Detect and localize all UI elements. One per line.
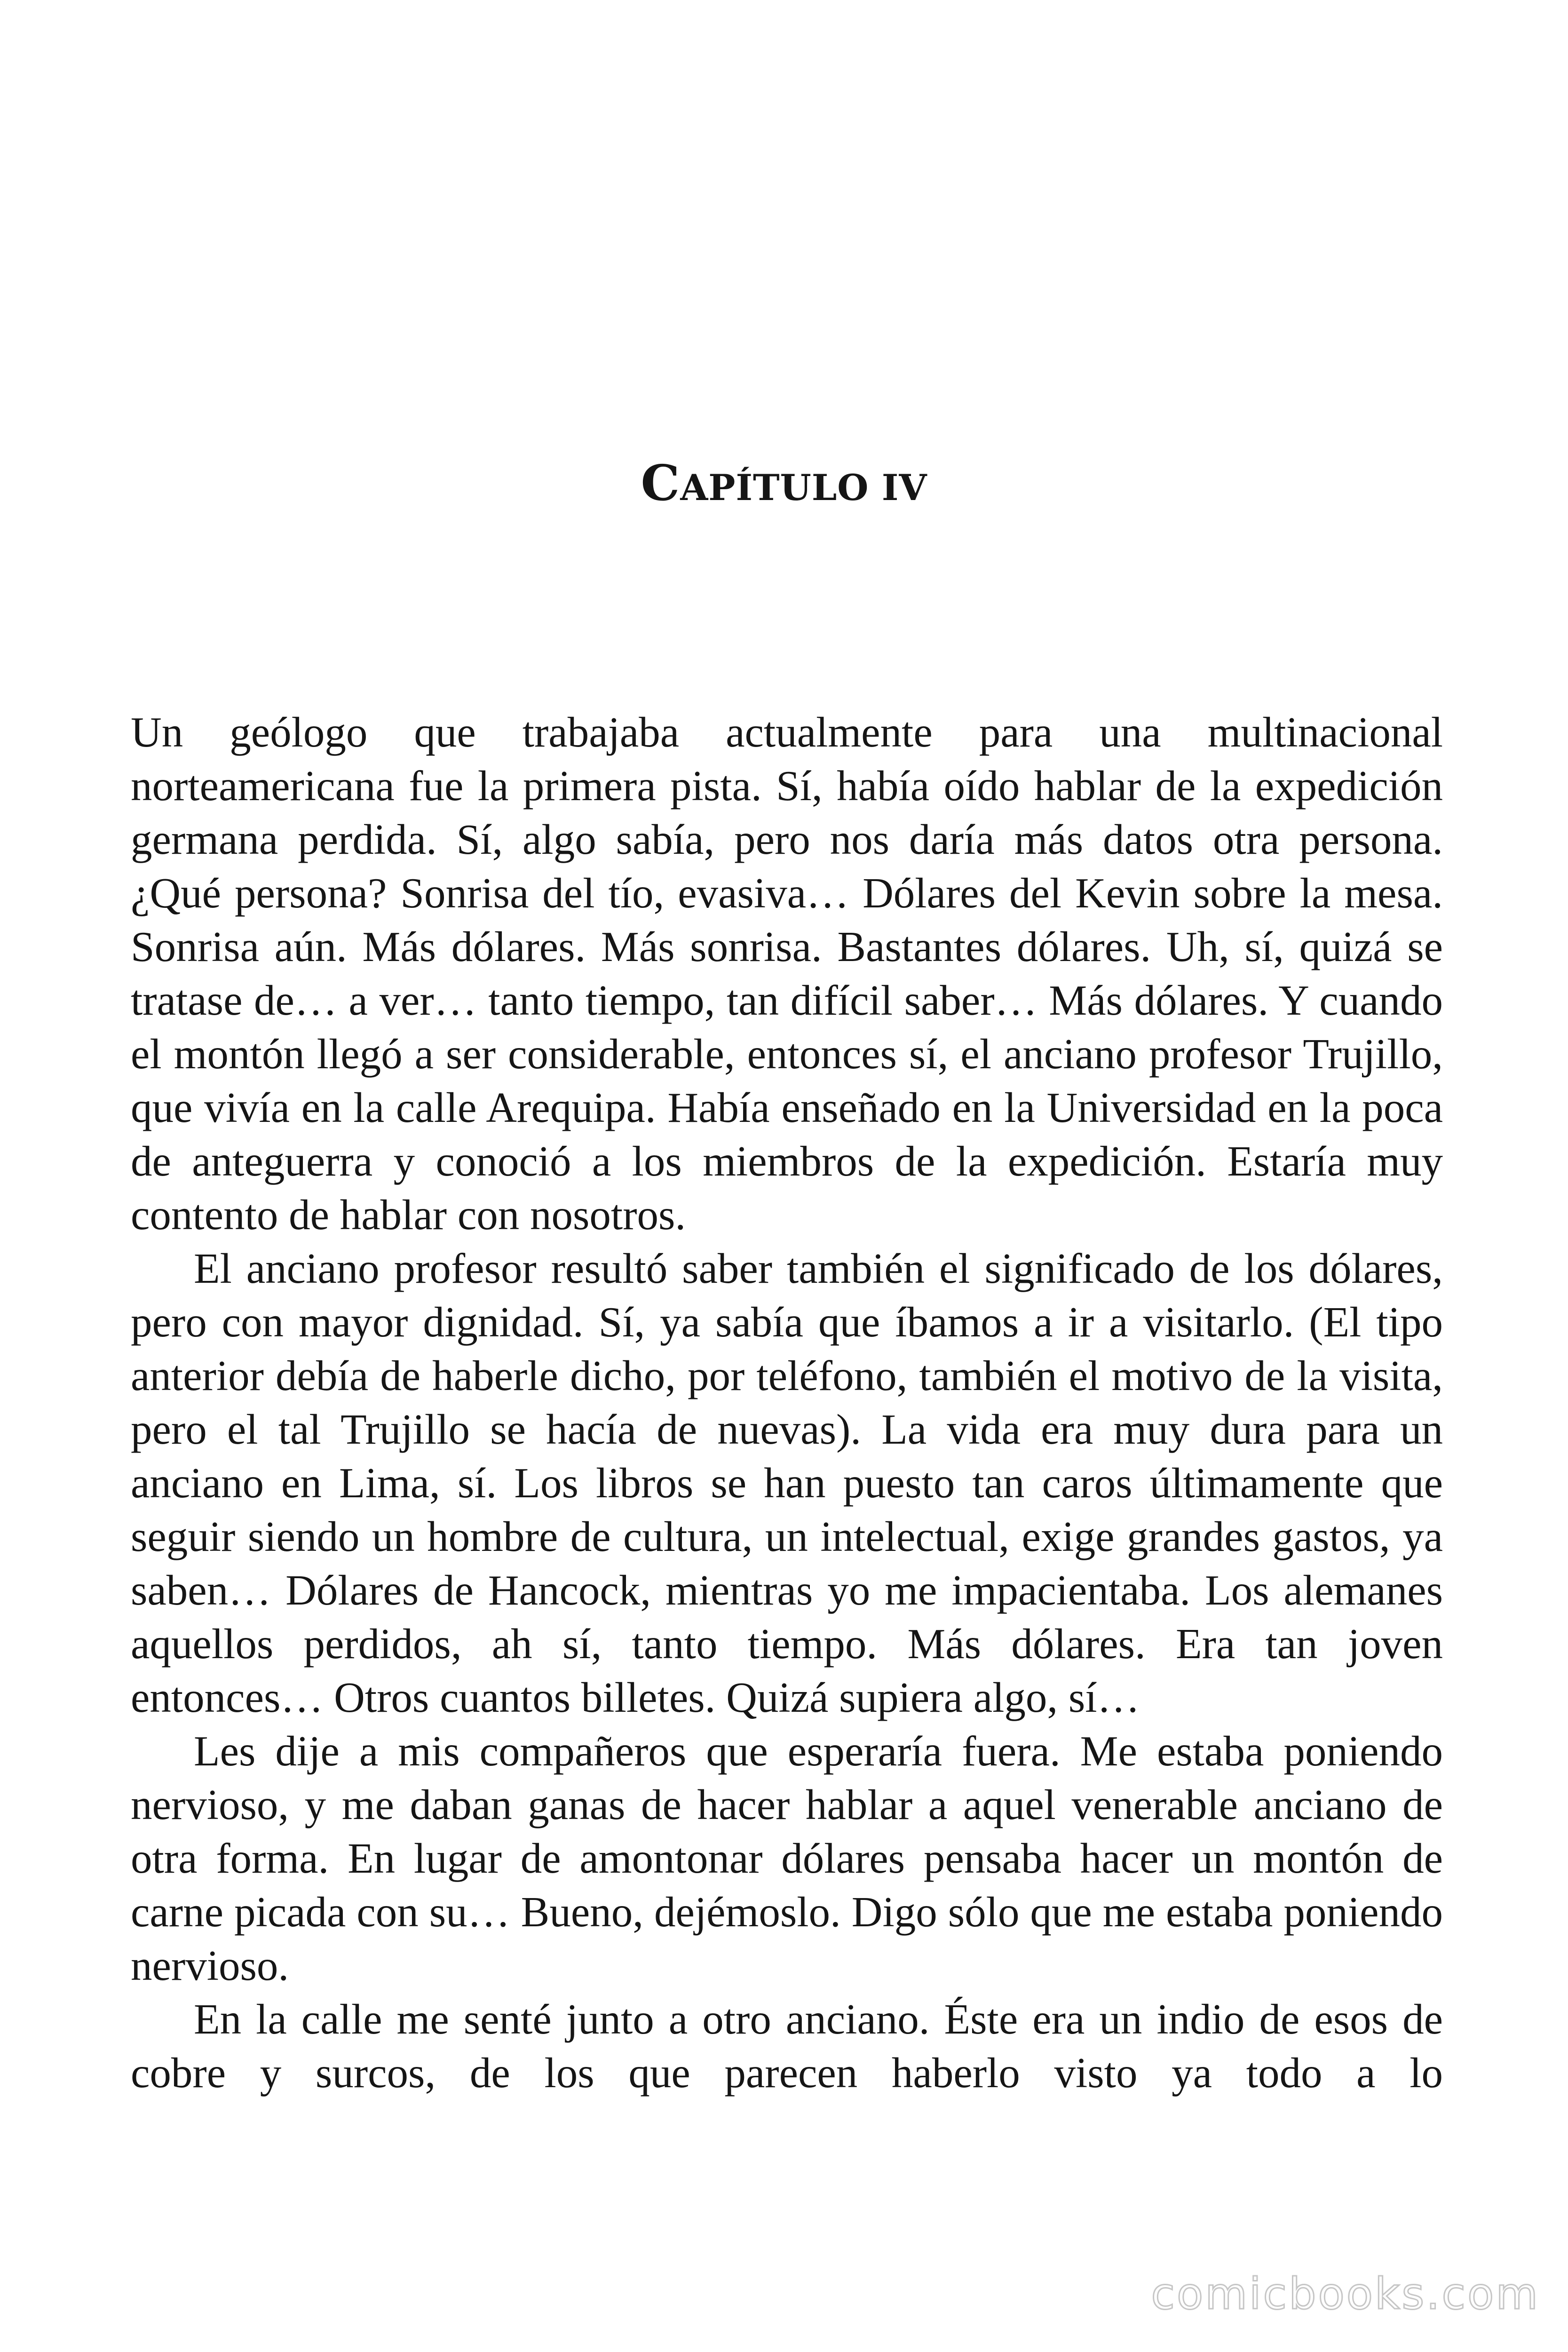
- chapter-body: [131, 706, 1443, 2100]
- watermark: comicbooks.com: [1151, 2269, 1540, 2319]
- chapter-title-initial: C: [641, 454, 681, 512]
- paragraph-4: En la calle me senté junto a otro anciano. Éste era un indio de esos de cobre y surcos, de los que parecen haberlo visto ya todo a lo: [131, 1995, 1443, 2097]
- chapter-title-rest: APÍTULO IV: [680, 467, 927, 509]
- chapter-title: [0, 454, 1568, 512]
- paragraph-1: Un geólogo que trabajaba actualmente para una multinacional norteamericana fue la primera pista. Sí, había oído hablar de la expedición germana perdida. Sí, algo sabía, pero nos daría más datos otra persona. ¿Qué persona? Sonrisa del tío, evasiva… Dólares del Kevin sobre la mesa. Sonrisa aún. Más dólares. Más sonrisa. Bastantes dólares. Uh, sí, quizá se tratase de… a ver… tanto tiempo, tan difícil saber… Más dólares. Y cuando el montón llegó a ser considerable, entonces sí, el anciano profesor Trujillo, que vivía en la calle Arequipa. Había enseñado en la Universidad en la poca de anteguerra y conoció a los miembros de la expedición. Estaría muy contento de hablar con nosotros.: [131, 708, 1443, 1239]
- paragraph-3: Les dije a mis compañeros que esperaría fuera. Me estaba poniendo nervioso, y me daban ganas de hacer hablar a aquel venerable anciano de otra forma. En lugar de amontonar dólares pensaba hacer un montón de carne picada con su… Bueno, dejémoslo. Digo sólo que me estaba poniendo nervioso.: [131, 1727, 1443, 1989]
- paragraph-2: El anciano profesor resultó saber también el significado de los dólares, pero con mayor dignidad. Sí, ya sabía que íbamos a ir a visitarlo. (El tipo anterior debía de haberle dicho, por teléfono, también el motivo de la visita, pero el tal Trujillo se hacía de nuevas). La vida era muy dura para un anciano en Lima, sí. Los libros se han puesto tan caros últimamente que seguir siendo un hombre de cultura, un intelectual, exige grandes gastos, ya saben… Dólares de Hancock, mientras yo me impacientaba. Los alemanes aquellos perdidos, ah sí, tanto tiempo. Más dólares. Era tan joven entonces… Otros cuantos billetes. Quizá supiera algo, sí…: [131, 1245, 1443, 1721]
